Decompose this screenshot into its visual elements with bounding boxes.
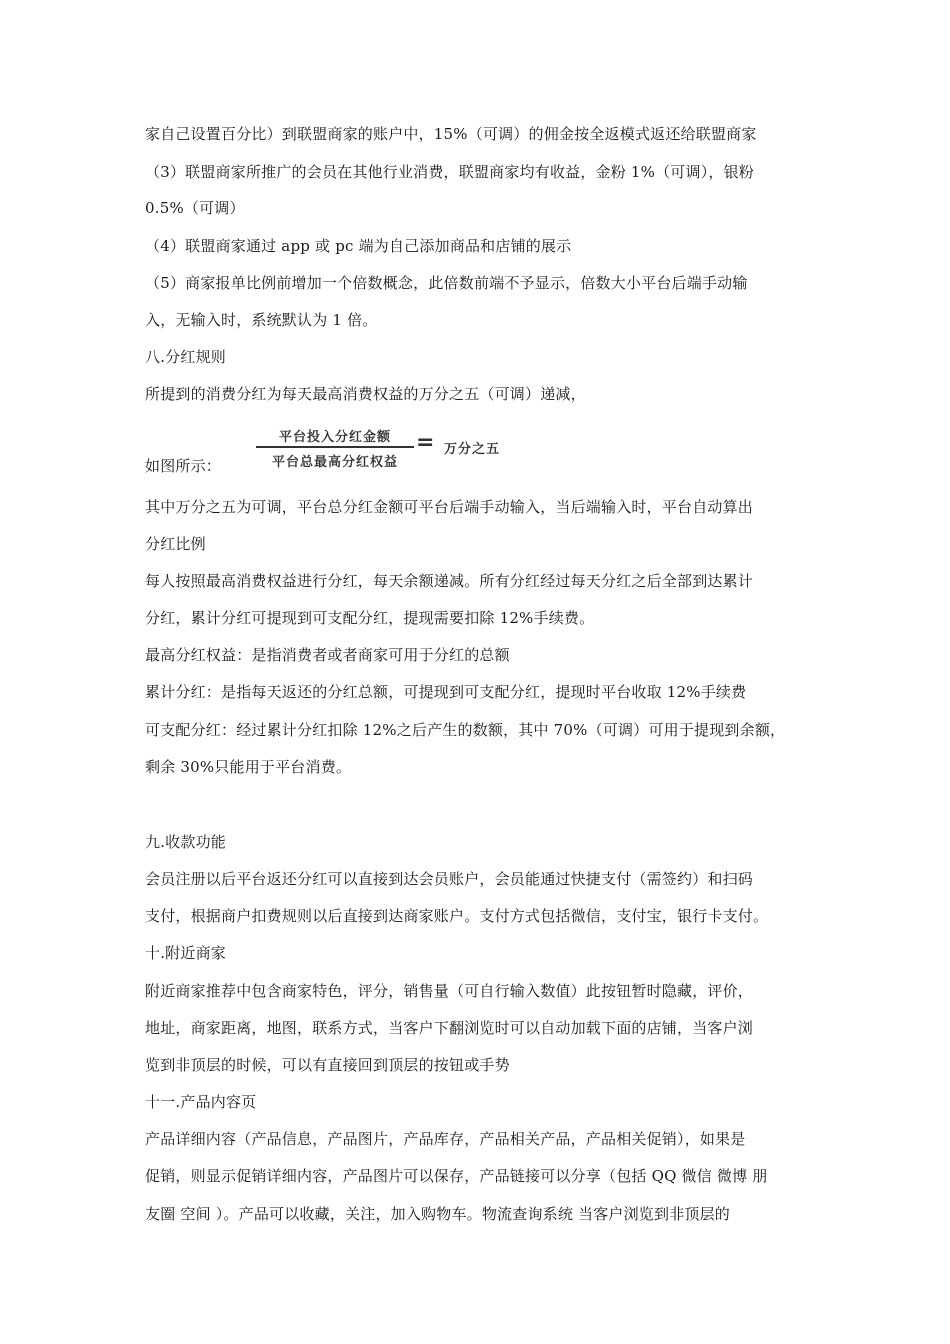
paragraph-line: 0.5%（可调） [145,199,245,217]
dividend-formula-image [248,424,518,474]
paragraph-line: 剩余 30%只能用于平台消费。 [145,758,352,776]
formula-fraction-bar [256,446,414,448]
paragraph-line: 促销，则显示促销详细内容，产品图片可以保存，产品链接可以分享（包括 QQ 微信 微博 朋 [145,1167,768,1185]
paragraph-line: （3）联盟商家所推广的会员在其他行业消费，联盟商家均有收益，金粉 1%（可调），银粉 [145,163,755,181]
paragraph-line: 友圈 空间 ）。产品可以收藏，关注，加入购物车。物流查询系统 当客户浏览到非顶层的 [145,1205,731,1223]
paragraph-line: 家自己设置百分比）到联盟商家的账户中，15%（可调）的佣金按全返模式返还给联盟商家 [145,125,757,143]
paragraph-line: （4）联盟商家通过 app 或 pc 端为自己添加商品和店铺的展示 [145,237,572,255]
paragraph-line: 最高分红权益：是指消费者或者商家可用于分红的总额 [145,646,510,664]
paragraph-line: 每人按照最高消费权益进行分红，每天余额递减。所有分红经过每天分红之后全部到达累计 [145,572,754,590]
paragraph-line: 地址，商家距离，地图，联系方式，当客户下翻浏览时可以自动加载下面的店铺，当客户浏 [145,1019,754,1037]
paragraph-line: 如图所示： [145,457,222,475]
paragraph-line: 所提到的消费分红为每天最高消费权益的万分之五（可调）递减， [145,385,586,403]
paragraph-line: 分红，累计分红可提现到可支配分红，提现需要扣除 12%手续费。 [145,609,595,627]
paragraph-line: 会员注册以后平台返还分红可以直接到达会员账户，会员能通过快捷支付（需签约）和扫码 [145,870,754,888]
paragraph-line: （5）商家报单比例前增加一个倍数概念，此倍数前端不予显示，倍数大小平台后端手动输 [145,274,748,292]
formula-equals-sign: = [416,430,435,455]
section-heading-10: 十.附近商家 [145,944,226,962]
formula-denominator: 平台总最高分红权益 [271,455,398,470]
paragraph-line: 览到非顶层的时候，可以有直接回到顶层的按钮或手势 [145,1056,510,1074]
section-heading-9: 九.收款功能 [145,833,226,851]
paragraph-line: 分红比例 [145,535,206,553]
paragraph-line: 产品详细内容（产品信息，产品图片，产品库存，产品相关产品，产品相关促销），如果是 [145,1130,746,1148]
formula-numerator: 平台投入分红金额 [278,430,391,445]
formula-result: 万分之五 [444,442,501,457]
paragraph-line: 累计分红：是指每天返还的分红总额，可提现到可支配分红，提现时平台收取 12%手续费 [145,683,747,701]
paragraph-line: 入，无输入时，系统默认为 1 倍。 [145,311,378,329]
paragraph-line: 附近商家推荐中包含商家特色，评分，销售量（可自行输入数值）此按钮暂时隐藏，评价， [145,982,754,1000]
section-heading-8: 八.分红规则 [145,348,226,366]
paragraph-line: 支付，根据商户扣费规则以后直接到达商家账户。支付方式包括微信，支付宝，银行卡支付。 [145,907,769,925]
paragraph-line: 其中万分之五为可调，平台总分红金额可平台后端手动输入，当后端输入时，平台自动算出 [145,498,754,516]
section-heading-11: 十一.产品内容页 [145,1093,257,1111]
paragraph-line: 可支配分红：经过累计分红扣除 12%之后产生的数额，其中 70%（可调）可用于提现到余额， [145,721,786,739]
